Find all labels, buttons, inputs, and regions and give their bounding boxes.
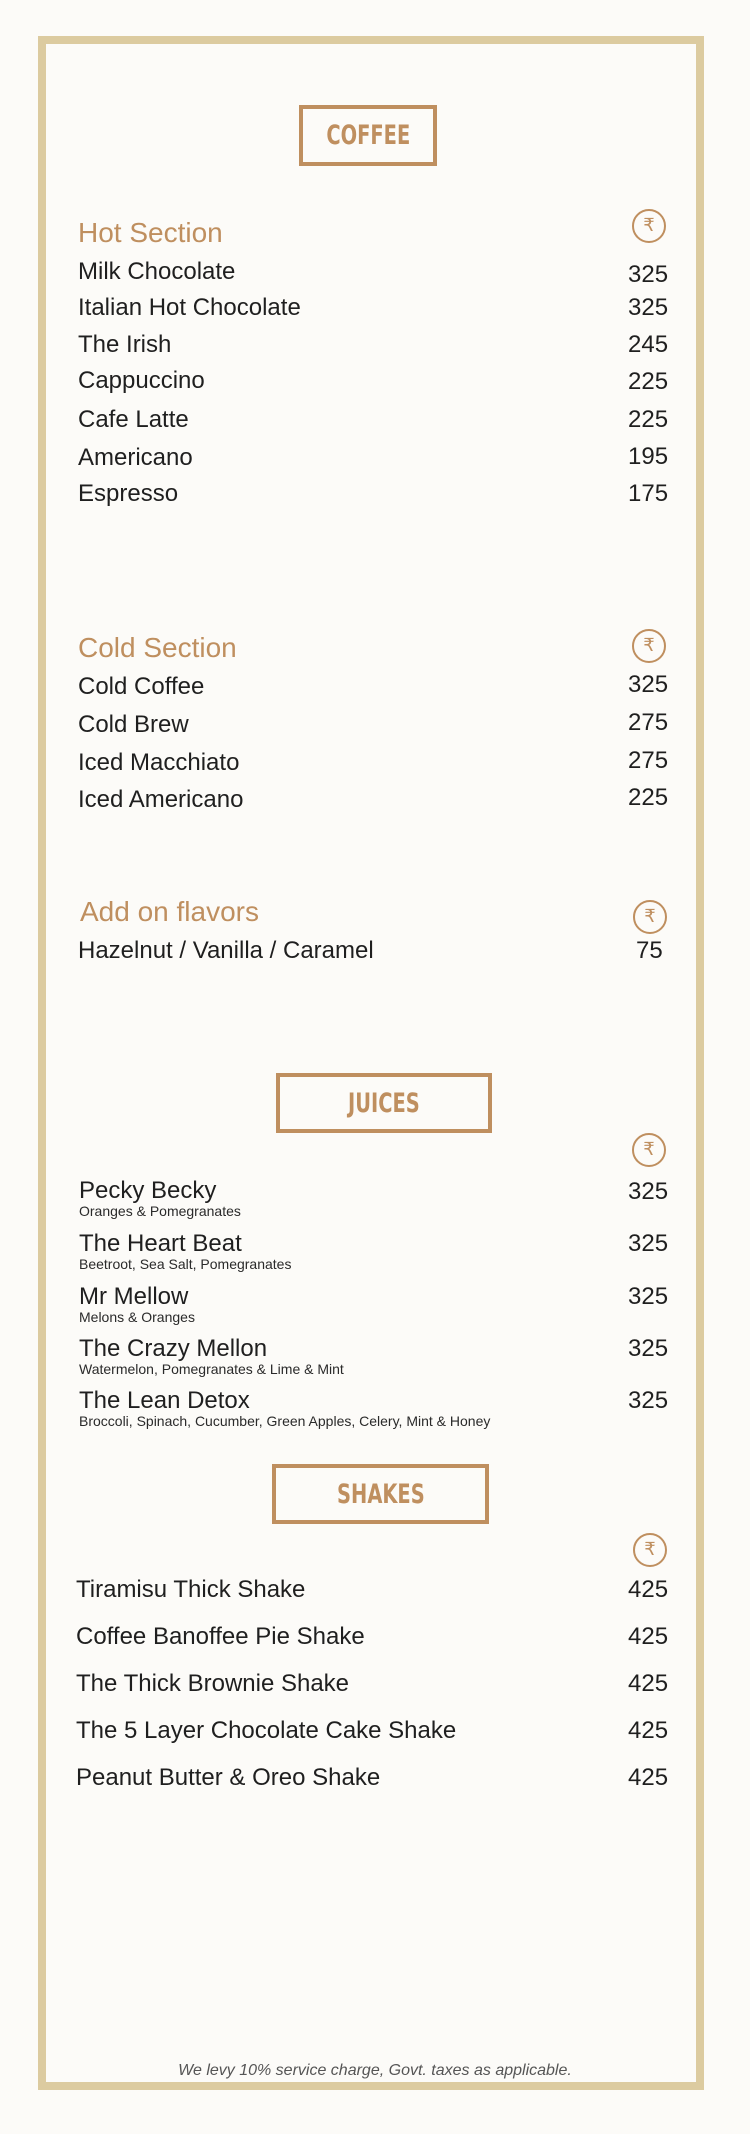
menu-item-name: Coffee Banoffee Pie Shake xyxy=(76,1623,365,1650)
rupee-icon: ₹ xyxy=(632,1133,666,1167)
rupee-icon: ₹ xyxy=(633,1533,667,1567)
menu-item-name: Italian Hot Chocolate xyxy=(78,294,301,321)
menu-item-price: 275 xyxy=(628,709,669,736)
shakes-title xyxy=(272,1464,489,1524)
menu-item-price: 325 xyxy=(628,1230,669,1257)
menu-item-price: 425 xyxy=(628,1764,669,1791)
menu-item-price: 245 xyxy=(628,331,669,358)
menu-item-name: The Lean Detox xyxy=(79,1387,250,1414)
juices-title-text: JUICES xyxy=(348,1087,420,1119)
menu-item-price: 325 xyxy=(628,294,669,321)
rupee-icon: ₹ xyxy=(633,900,667,934)
coffee-title-text: COFFEE xyxy=(326,120,410,151)
menu-item-price: 425 xyxy=(628,1576,669,1603)
menu-item-price: 325 xyxy=(628,671,669,698)
menu-item-price: 325 xyxy=(628,1335,669,1362)
menu-item-description: Broccoli, Spinach, Cucumber, Green Apples, Celery, Mint & Honey xyxy=(79,1413,491,1429)
menu-item-price: 425 xyxy=(628,1623,669,1650)
menu-item-description: Watermelon, Pomegranates & Lime & Mint xyxy=(79,1361,344,1377)
cold-section-heading: Cold Section xyxy=(78,632,237,663)
menu-item-name: Americano xyxy=(78,444,193,471)
menu-item-description: Beetroot, Sea Salt, Pomegranates xyxy=(79,1256,292,1272)
menu-item-price: 325 xyxy=(628,261,669,288)
menu-item-name: The Irish xyxy=(78,331,172,358)
menu-item-name: The Heart Beat xyxy=(79,1230,242,1257)
shakes-title-text: SHAKES xyxy=(336,1478,425,1510)
hot-section-heading: Hot Section xyxy=(78,217,223,248)
menu-item-name: The 5 Layer Chocolate Cake Shake xyxy=(76,1717,457,1744)
menu-item-name: Espresso xyxy=(78,480,179,507)
menu-item-name: Hazelnut / Vanilla / Caramel xyxy=(78,937,374,964)
menu-item-price: 425 xyxy=(628,1670,669,1697)
menu-item-name: Mr Mellow xyxy=(79,1283,189,1310)
menu-item-price: 325 xyxy=(628,1387,669,1414)
menu-item-price: 275 xyxy=(628,747,669,774)
menu-item-price: 225 xyxy=(628,406,669,433)
rupee-icon: ₹ xyxy=(632,629,666,663)
menu-item-name: Iced Americano xyxy=(78,786,244,813)
menu-item-price: 225 xyxy=(628,368,669,395)
menu-item-name: Pecky Becky xyxy=(79,1177,217,1204)
menu-item-price: 325 xyxy=(628,1283,669,1310)
menu-item-name: Peanut Butter & Oreo Shake xyxy=(76,1764,381,1791)
menu-item-name: Milk Chocolate xyxy=(78,258,236,285)
menu-item-name: Cappuccino xyxy=(78,367,205,394)
menu-item-name: Cold Brew xyxy=(78,711,189,738)
menu-item-name: The Thick Brownie Shake xyxy=(76,1670,350,1697)
service-charge-note: We levy 10% service charge, Govt. taxes as applicable. xyxy=(178,2062,572,2079)
menu-item-name: The Crazy Mellon xyxy=(79,1335,268,1362)
menu-item-price: 195 xyxy=(628,443,669,470)
coffee-title xyxy=(299,105,437,166)
juices-title xyxy=(276,1073,492,1133)
menu-item-price: 175 xyxy=(628,480,669,507)
menu-item-name: Iced Macchiato xyxy=(78,749,240,776)
menu-item-description: Oranges & Pomegranates xyxy=(79,1203,241,1219)
addon-section-heading: Add on flavors xyxy=(80,896,259,927)
menu-item-name: Cold Coffee xyxy=(78,673,205,700)
menu-item-price: 325 xyxy=(628,1178,669,1205)
menu-item-name: Cafe Latte xyxy=(78,406,189,433)
menu-item-price: 225 xyxy=(628,784,669,811)
menu-item-price: 425 xyxy=(628,1717,669,1744)
menu-item-price: 75 xyxy=(636,937,663,964)
rupee-icon: ₹ xyxy=(632,209,666,243)
menu-item-name: Tiramisu Thick Shake xyxy=(76,1576,306,1603)
menu-item-description: Melons & Oranges xyxy=(79,1309,195,1325)
